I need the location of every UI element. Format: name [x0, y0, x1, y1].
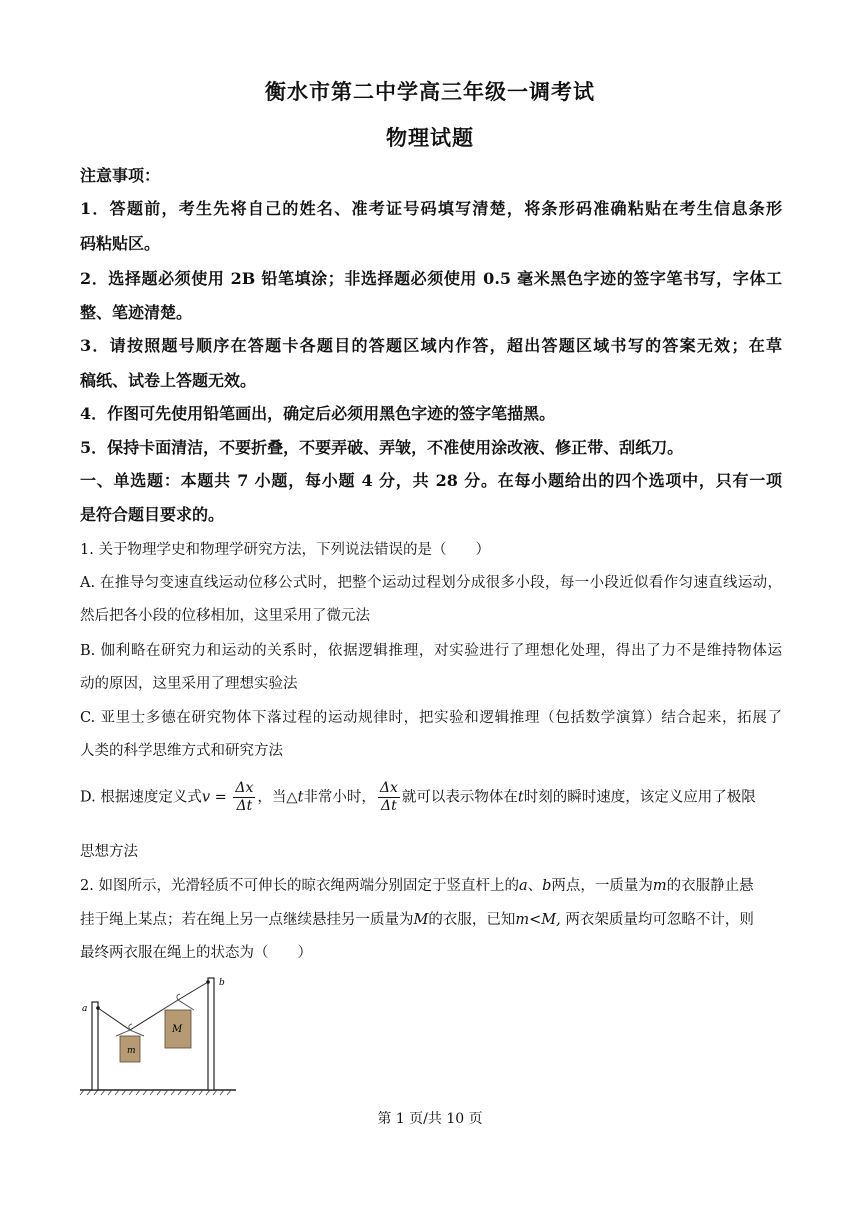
notice-item-1-line-2: 码粘贴区。	[80, 234, 161, 253]
hanger-m	[116, 1030, 144, 1036]
figure-label-b: b	[219, 978, 225, 988]
q1-d-fraction-1	[233, 780, 255, 815]
q1-d-fraction-2-num: Δx	[379, 780, 398, 796]
section-heading-line-2: 是符合题目要求的。	[80, 505, 225, 524]
q2-l2-end: 两衣架质量均可忽略不计，则	[560, 912, 754, 928]
q2-point-a: a	[518, 878, 528, 894]
q1-d-text-2: 非常小时，	[303, 789, 376, 806]
notice-item-2-line-1: 2．选择题必须使用 2B 铅笔填涂；非选择题必须使用 0.5 毫米黑色字迹的签字笔书写，字体工	[80, 269, 782, 288]
notice-item-2-line-2: 整、笔迹清楚。	[80, 303, 193, 322]
q2-mass-m: m	[652, 878, 667, 894]
q1-d-text-3: 就可以表示物体在	[401, 789, 518, 806]
q1-option-a-line-1: A. 在推导匀变速直线运动位移公式时，把整个运动过程划分成很多小段，每一小段近似看作匀速直线运动，	[80, 575, 782, 591]
q1-d-fraction-1-den: Δt	[236, 798, 253, 814]
q1-option-a-line-2: 然后把各小段的位移相加，这里采用了微元法	[80, 608, 370, 624]
hanger-M	[162, 1000, 194, 1010]
q2-l1-mid: 两点，一质量为	[551, 878, 653, 894]
q1-d-var-v: v	[201, 789, 211, 806]
figure-label-M: M	[172, 1024, 183, 1035]
q2-separator: 、	[527, 878, 543, 894]
q1-d-equals: =	[210, 789, 227, 806]
q2-l1-text: 2. 如图所示，光滑轻质不可伸长的晾衣绳两端分别固定于竖直杆上的	[80, 878, 519, 894]
q1-d-text-4: 时刻的瞬时速度，该定义应用了极限	[523, 789, 756, 806]
q1-d-fraction-2	[378, 780, 400, 815]
q2-l2-text: 挂于绳上某点；若在绳上另一点继续悬挂另一质量为	[80, 912, 414, 928]
notice-item-5: 5．保持卡面清洁，不要折叠，不要弄破、弄皱，不准使用涂改液、修正带、刮纸刀。	[80, 438, 684, 457]
notice-item-1-line-1: 1．答题前，考生先将自己的姓名、准考证号码填写清楚，将条形码准确粘贴在考生信息条形	[80, 199, 782, 218]
figure-label-m: m	[127, 1046, 136, 1056]
q1-option-d-line-2: 思想方法	[80, 844, 138, 860]
page-footer: 第 1 页/共 10 页	[377, 1111, 483, 1127]
q1-d-prefix: D. 根据速度定义式	[80, 789, 202, 806]
q1-option-c-line-2: 人类的科学思维方式和研究方法	[80, 743, 283, 759]
q1-option-c-line-1: C. 亚里士多德在研究物体下落过程的运动规律时，把实验和逻辑推理（包括数学演算）结合起来，拓展了	[80, 710, 782, 726]
q1-option-b-line-2: 动的原因，这里采用了理想实验法	[80, 676, 298, 692]
q2-point-b: b	[542, 878, 552, 894]
q2-l2-mid: 的衣服，已知	[428, 912, 516, 928]
exam-title: 衡水市第二中学高三年级一调考试	[265, 79, 595, 104]
notice-item-3-line-2: 稿纸、试卷上答题无效。	[80, 371, 257, 390]
q2-condition: m<M,	[515, 912, 561, 928]
q2-line-1	[80, 874, 782, 895]
notice-item-4: 4．作图可先使用铅笔画出，确定后必须用黑色字迹的签字笔描黑。	[80, 404, 556, 423]
exam-subtitle: 物理试题	[386, 125, 474, 150]
notice-item-3-line-1: 3．请按照题号顺序在答题卡各题目的答题区域内作答，超出答题区域书写的答案无效；在草	[80, 336, 782, 355]
q1-option-d-line-1	[80, 780, 782, 815]
q1-d-text-1: ，当△	[257, 789, 298, 806]
q1-d-fraction-2-den: Δt	[381, 798, 397, 814]
q1-stem: 1. 关于物理学史和物理学研究方法，下列说法错误的是（ ）	[80, 542, 490, 558]
figure-label-a: a	[82, 1004, 88, 1014]
q1-d-var-t: t	[297, 789, 304, 806]
right-pole	[208, 978, 214, 1090]
q2-mass-M: M	[413, 912, 429, 928]
left-pole	[92, 1002, 98, 1090]
q1-d-fraction-1-num: Δx	[235, 780, 254, 796]
q2-line-2	[80, 908, 782, 929]
q1-d-var-t-2: t	[517, 789, 524, 806]
q2-line-3: 最终两衣服在绳上的状态为（ ）	[80, 945, 312, 961]
clothesline-rope	[98, 982, 208, 1030]
section-heading-line-1: 一、单选题：本题共 7 小题，每小题 4 分，共 28 分。在每小题给出的四个选项中，只有一项	[80, 471, 782, 490]
clothesline-figure	[78, 972, 238, 1096]
notice-heading: 注意事项：	[80, 166, 161, 185]
q1-option-b-line-1: B. 伽利略在研究力和运动的关系时，依据逻辑推理，对实验进行了理想化处理，得出了力不是维持物体运	[80, 643, 782, 659]
q2-l1-end: 的衣服静止悬	[666, 878, 754, 894]
